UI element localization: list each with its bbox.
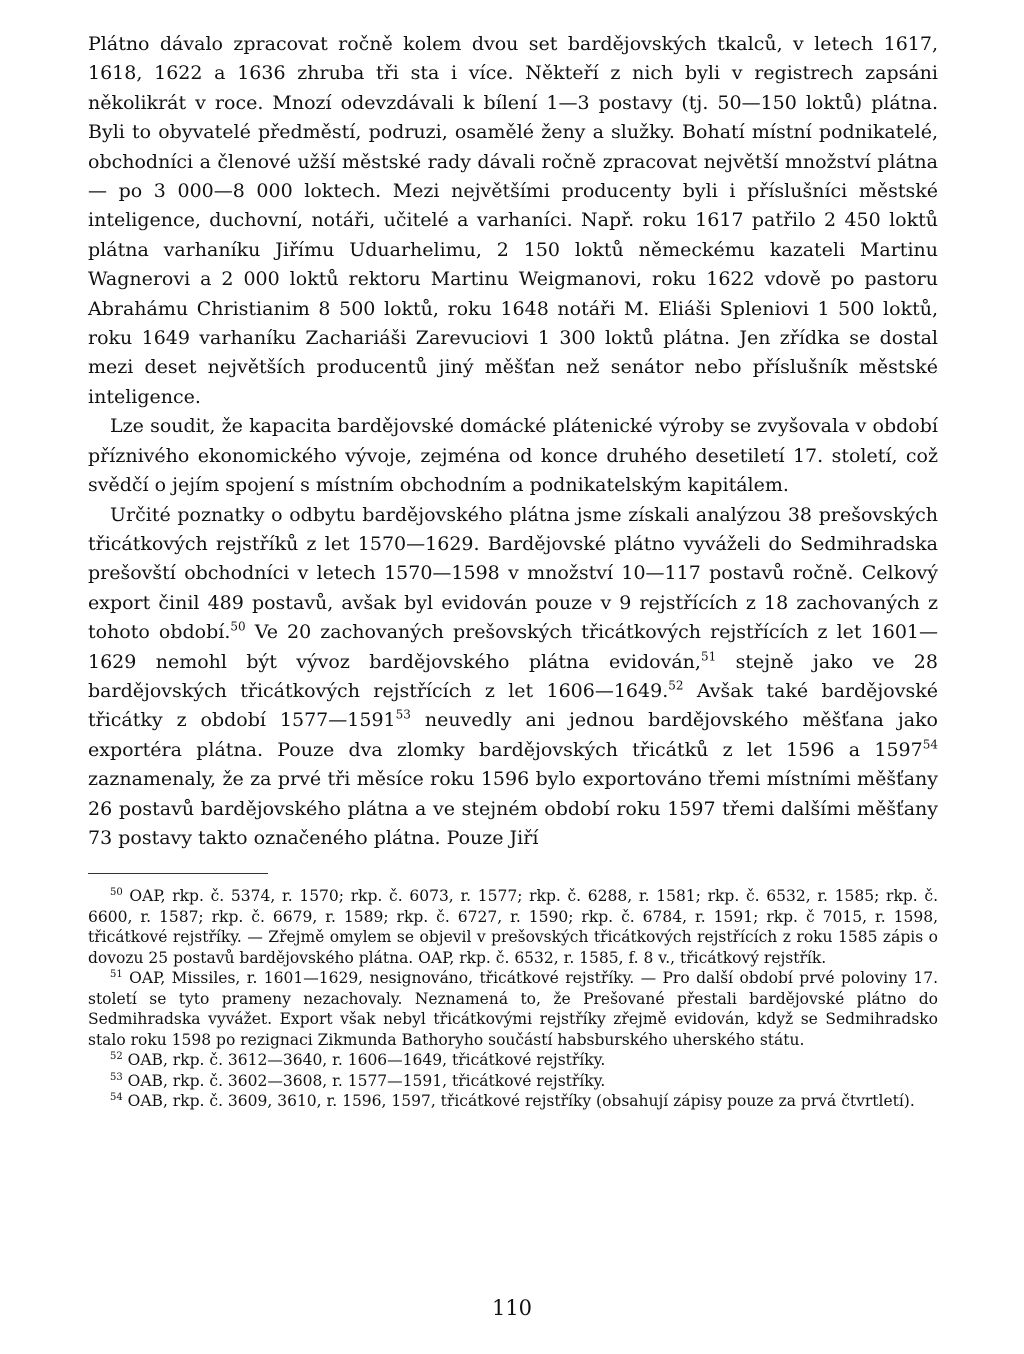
paragraph-2: Lze soudit, že kapacita bardějovské domácké plátenické výroby se zvyšovala v období příznivého ekonomického vývoje, zejména od konce druhého desetiletí 17. století, což svědčí o jejím spojení s místním obchodním a podnikatelským kapitálem.	[88, 415, 938, 497]
footnote-ref-54[interactable]: 54	[922, 737, 938, 752]
footnotes	[88, 886, 938, 1112]
page-number: 110	[491, 1296, 533, 1320]
footnote-ref-51[interactable]: 51	[700, 649, 717, 664]
footnote-52	[88, 1050, 938, 1071]
footnote-number: 51	[110, 969, 123, 981]
footnote-50	[88, 886, 938, 968]
footnote-number: 52	[110, 1051, 123, 1063]
footnote-54	[88, 1091, 938, 1112]
footnote-51	[88, 968, 938, 1050]
footnote-text: OAP, Missiles, r. 1601—1629, nesignováno, třicátkové rejstříky. — Pro další období prvé poloviny 17. století se tyto prameny nezachovaly. Neznamená to, že Prešované přestali bardějovské plátno do Sedmihradska vyvážet. Export však nebyl třicátkovými rejstříky zřejmě evidován, když se Sedmihradsko stalo roku 1598 po rezignaci Zikmunda Bathoryho součástí habsburského uherského státu.	[88, 969, 938, 1049]
footnote-53	[88, 1071, 938, 1092]
paragraph-3-text: Ve 20 zachovaných prešovských třicátkových rejstřících z let 1601—1629 nemohl být vývoz bardějovského plátna evidován,	[88, 621, 938, 673]
footnote-text: OAB, rkp. č. 3609, 3610, r. 1596, 1597, třicátkové rejstříky (obsahují zápisy pouze za prvá čtvrtletí).	[122, 1092, 915, 1111]
body-text	[88, 30, 938, 853]
footnote-divider	[88, 873, 268, 874]
footnote-text: OAB, rkp. č. 3602—3608, r. 1577—1591, třicátkové rejstříky.	[122, 1071, 606, 1090]
footnote-text: OAP, rkp. č. 5374, r. 1570; rkp. č. 6073, r. 1577; rkp. č. 6288, r. 1581; rkp. č. 6532, r. 1585; rkp. č. 6600, r. 1587; rkp. č. 6679, r. 1589; rkp. č. 6727, r. 1590; rkp. č. 6784, r. 1591; rkp. č 7015, r. 1598, třicátkové rejstříky. — Zřejmě omylem se objevil v prešovských třicátkových rejstřících z roku 1585 zápis o dovozu 25 postavů bardějovského plátna. OAP, rkp. č. 6532, r. 1585, f. 8 v., třicátkový rejstřík.	[88, 887, 938, 967]
footnote-text: OAB, rkp. č. 3612—3640, r. 1606—1649, třicátkové rejstříky.	[122, 1051, 606, 1070]
paragraph-3-text: zaznamenaly, že za prvé tři měsíce roku 1596 bylo exportováno třemi místními měšťany 26 postavů bardějovského plátna a ve stejném období roku 1597 třemi dalšími měšťany 73 postavy takto označeného plátna. Pouze Jiří	[88, 768, 938, 849]
paragraph-1: Plátno dávalo zpracovat ročně kolem dvou set bardějovských tkalců, v letech 1617, 1618, 1622 a 1636 zhruba tři sta i více. Někteří z nich byli v registrech zapsáni několikrát v roce. Mnozí odevzdávali k bílení 1—3 postavy (tj. 50—150 loktů) plátna. Byli to obyvatelé předměstí, podruzi, osamělé ženy a služky. Bohatí místní podnikatelé, obchodníci a členové užší městské rady dávali ročně zpracovat největší množství plátna — po 3 000—8 000 loktech. Mezi největšími producenty byli i příslušníci městské inteligence, duchovní, notáři, učitelé a varhaníci. Např. roku 1617 patřilo 2 450 loktů plátna varhaníku Jiřímu Uduarhelimu, 2 150 loktů německému kazateli Martinu Wagnerovi a 2 000 loktů rektoru Martinu Weigmanovi, roku 1622 vdově po pastoru Abrahámu Christianim 8 500 loktů, roku 1648 notáři M. Eliáši Spleniovi 1 500 loktů, roku 1649 varhaníku Zachariáši Zarevuciovi 1 300 loktů plátna. Jen zřídka se dostal mezi deset největších producentů jiný měšťan než senátor nebo příslušník městské inteligence.	[88, 33, 938, 408]
document-page	[88, 30, 938, 1112]
footnote-ref-53[interactable]: 53	[395, 708, 411, 723]
paragraph-3-text: stejně jako ve 28 bardějovských třicátkových rejstřících z let 1606—1649.	[88, 650, 938, 702]
footnote-number: 53	[110, 1071, 123, 1083]
footnote-number: 50	[110, 887, 123, 899]
paragraph-3	[88, 501, 938, 854]
paragraph-3-text: neuvedly ani jednou bardějovského měšťana jako exportéra plátna. Pouze dva zlomky bardějovských třicátků z let 1596 a 1597	[88, 709, 938, 761]
footnote-number: 54	[110, 1092, 123, 1104]
footnote-ref-52[interactable]: 52	[668, 678, 684, 693]
paragraph-3-text: Určité poznatky o odbytu bardějovského plátna jsme získali analýzou 38 prešovských třicátkových rejstříků z let 1570—1629. Bardějovské plátno vyváželi do Sedmihradska prešovští obchodníci v letech 1570—1598 v množství 10—117 postavů ročně. Celkový export činil 489 postavů, avšak byl evidován pouze v 9 rejstřících z 18 zachovaných z tohoto období.	[88, 503, 938, 644]
footnote-ref-50[interactable]: 50	[230, 619, 246, 634]
paragraph-3-text: Avšak také bardějovské třicátky z období 1577—1591	[88, 679, 938, 732]
